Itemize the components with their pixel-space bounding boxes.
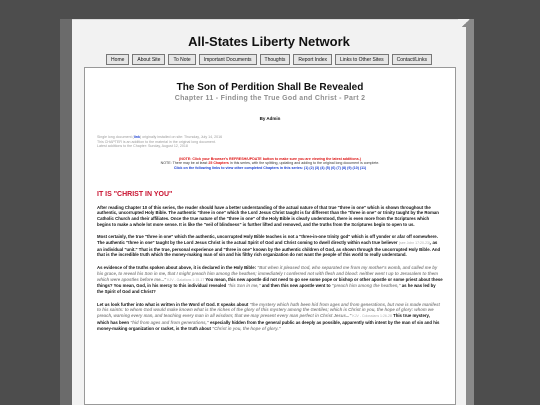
chapters-count-link[interactable]: 25 Chapters bbox=[208, 161, 229, 166]
article-title: The Son of Perdition Shall Be Revealed bbox=[176, 82, 364, 93]
meta-line-2: This CHAPTER is an addition to the material in the original long document. bbox=[97, 139, 216, 144]
scripture-quote: "But when it pleased God, who separated me from my mother's womb, and called me by his grace, to reveal his Son in me, that I might preach him among the heathen; immediately I conferred not with flesh and blood: neither went I up to Jerusalem to them which were apostles before me..." bbox=[97, 265, 438, 282]
paragraph-1: After reading Chapter 10 of this series, the reader should have a better understanding of the actual nature of that true "three in one" which is shown throughout the authentic, uncorrupted Holy Bible. The authentic "three in one" which the Lord Jesus Christ taught is far different than the "three in one" or trinity taught by the Roman Catholic Church and their affiliates. Once the true nature of the "three in one" of the Holy Bible is clearly understood, there is even more from the Scriptures which begins to make a whole lot more sense. It is like the "veil of blindness" is further lifted and removed, and the truths from the Scriptures begin to open to us. bbox=[97, 204, 439, 227]
nav-home[interactable]: Home bbox=[106, 54, 129, 65]
nav-contact-links[interactable]: Contact/Links bbox=[392, 54, 432, 65]
chapter-notice bbox=[97, 157, 443, 171]
section-heading: IT IS "CHRIST IN YOU" bbox=[97, 190, 173, 198]
scripture-reference: KJV - Colossians 1:26-28 bbox=[351, 314, 392, 319]
paragraph-4: Let us look further into what is written in the Word of God. It speaks about "the mystery which hath been hid from ages and from generations, but now is made manifest to his saints: to whom God would make known what is the riches of the glory of this mystery among the Gentiles; which is Christ in you, the hope of glory: whom we preach, warning every man, and teaching every man in all wisdom; that we may present every man perfect in Christ Jesus..." KJV - Colossians 1:26-28 This true mystery, which has been "hid from ages and from generations," especially hidden from the general public as deeply as possible, apparently with intent by the man of sin and his money-making organization or racket, is the truth about "Christ in you, the hope of glory." bbox=[97, 301, 440, 331]
scripture-reference: KJV - Galatians 1:15-17 bbox=[166, 277, 205, 282]
chapter-links[interactable]: Click on the following links to view other completed Chapters in this series: (1) (2) (3) (4) (5) (6) (7) (8) (9) (10) (11) bbox=[173, 165, 367, 170]
scripture-reference: (see John 17:20-23) bbox=[398, 241, 431, 246]
document-meta bbox=[97, 135, 443, 149]
refresh-notice: (NOTE: Click your Browser's REFRESH/UPDATE button to make sure you are viewing the latest additions.) bbox=[179, 156, 361, 161]
article-author: By Admin bbox=[259, 116, 281, 121]
article-content bbox=[84, 67, 456, 405]
paragraph-2: Most certainly, the true "three in one" which the authentic, uncorrupted Holy Bible teaches is not a "three-in-one trinity god" which is off yonder or afar off somewhere. The authentic "three in one" taught by the Lord Jesus Christ is the actual Spirit of God and Christ coming to dwell directly within each true believer (see John 17:20-23), as an individual "unit." That is the true, personal experience and "three in one" known by the authentic children of God, as shown through the uncorrupted Holy Bible. And that is the incredible truth which the money-making man of sin and his filthy rich organization do not want the people of this world to really understand. bbox=[97, 234, 441, 258]
paragraph-3: As evidence of the truths spoken about above, it is declared in the Holy Bible: "But when it pleased God, who separated me from my mother's womb, and called me by his grace, to reveal his Son in me, that I might preach him among the heathen; immediately I conferred not with flesh and blood: neither went I up to Jerusalem to them which were apostles before me..." KJV - Galatians 1:15-17 You mean, this new apostle did not need to go see some pope or bishop or other apostle or some priest about these things? You mean, God, in his mercy to this individual revealed "his Son in me," and then this new apostle went to "preach him among the heathen," as he was led by the Spirit of God and Christ? bbox=[97, 265, 443, 294]
article-subtitle: Chapter 11 - Finding the True God and Christ - Part 2 bbox=[174, 95, 366, 102]
nav-thoughts[interactable]: Thoughts bbox=[260, 54, 291, 65]
top-navigation bbox=[98, 54, 440, 65]
nav-report-index[interactable]: Report Index bbox=[293, 54, 332, 65]
site-title: All-States Liberty Network bbox=[188, 34, 350, 49]
original-document-link[interactable]: link bbox=[133, 135, 140, 139]
nav-links-other-sites[interactable]: Links to Other Sites bbox=[335, 54, 389, 65]
nav-important-documents[interactable]: Important Documents bbox=[199, 54, 257, 65]
meta-line-3: Latest additions to the Chapter: Sunday, August 12, 2018 bbox=[97, 144, 188, 149]
nav-about-site[interactable]: About Site bbox=[132, 54, 165, 65]
frame-left-shadow bbox=[60, 19, 72, 405]
series-notice: NOTE: There may be at least 25 Chapters in this series, with the splitting, updating and adding to the original long document is complete. bbox=[160, 161, 380, 166]
nav-to-note[interactable]: To Note bbox=[168, 54, 195, 65]
meta-line-1: Single long document (link) originally installed on site: Thursday, July 14, 2016 bbox=[97, 135, 223, 139]
frame-corner bbox=[458, 19, 474, 27]
frame-right-shadow bbox=[466, 27, 474, 405]
scripture-quote: "the mystery which hath been hid from ages and from generations, but now is made manifest to his saints: to whom God would make known what is the riches of the glory of this mystery among the Gentiles; which is Christ in you, the hope of glory: whom we preach, warning every man, and teaching every man in all wisdom; that we may present every man perfect in Christ Jesus..." bbox=[97, 301, 440, 319]
